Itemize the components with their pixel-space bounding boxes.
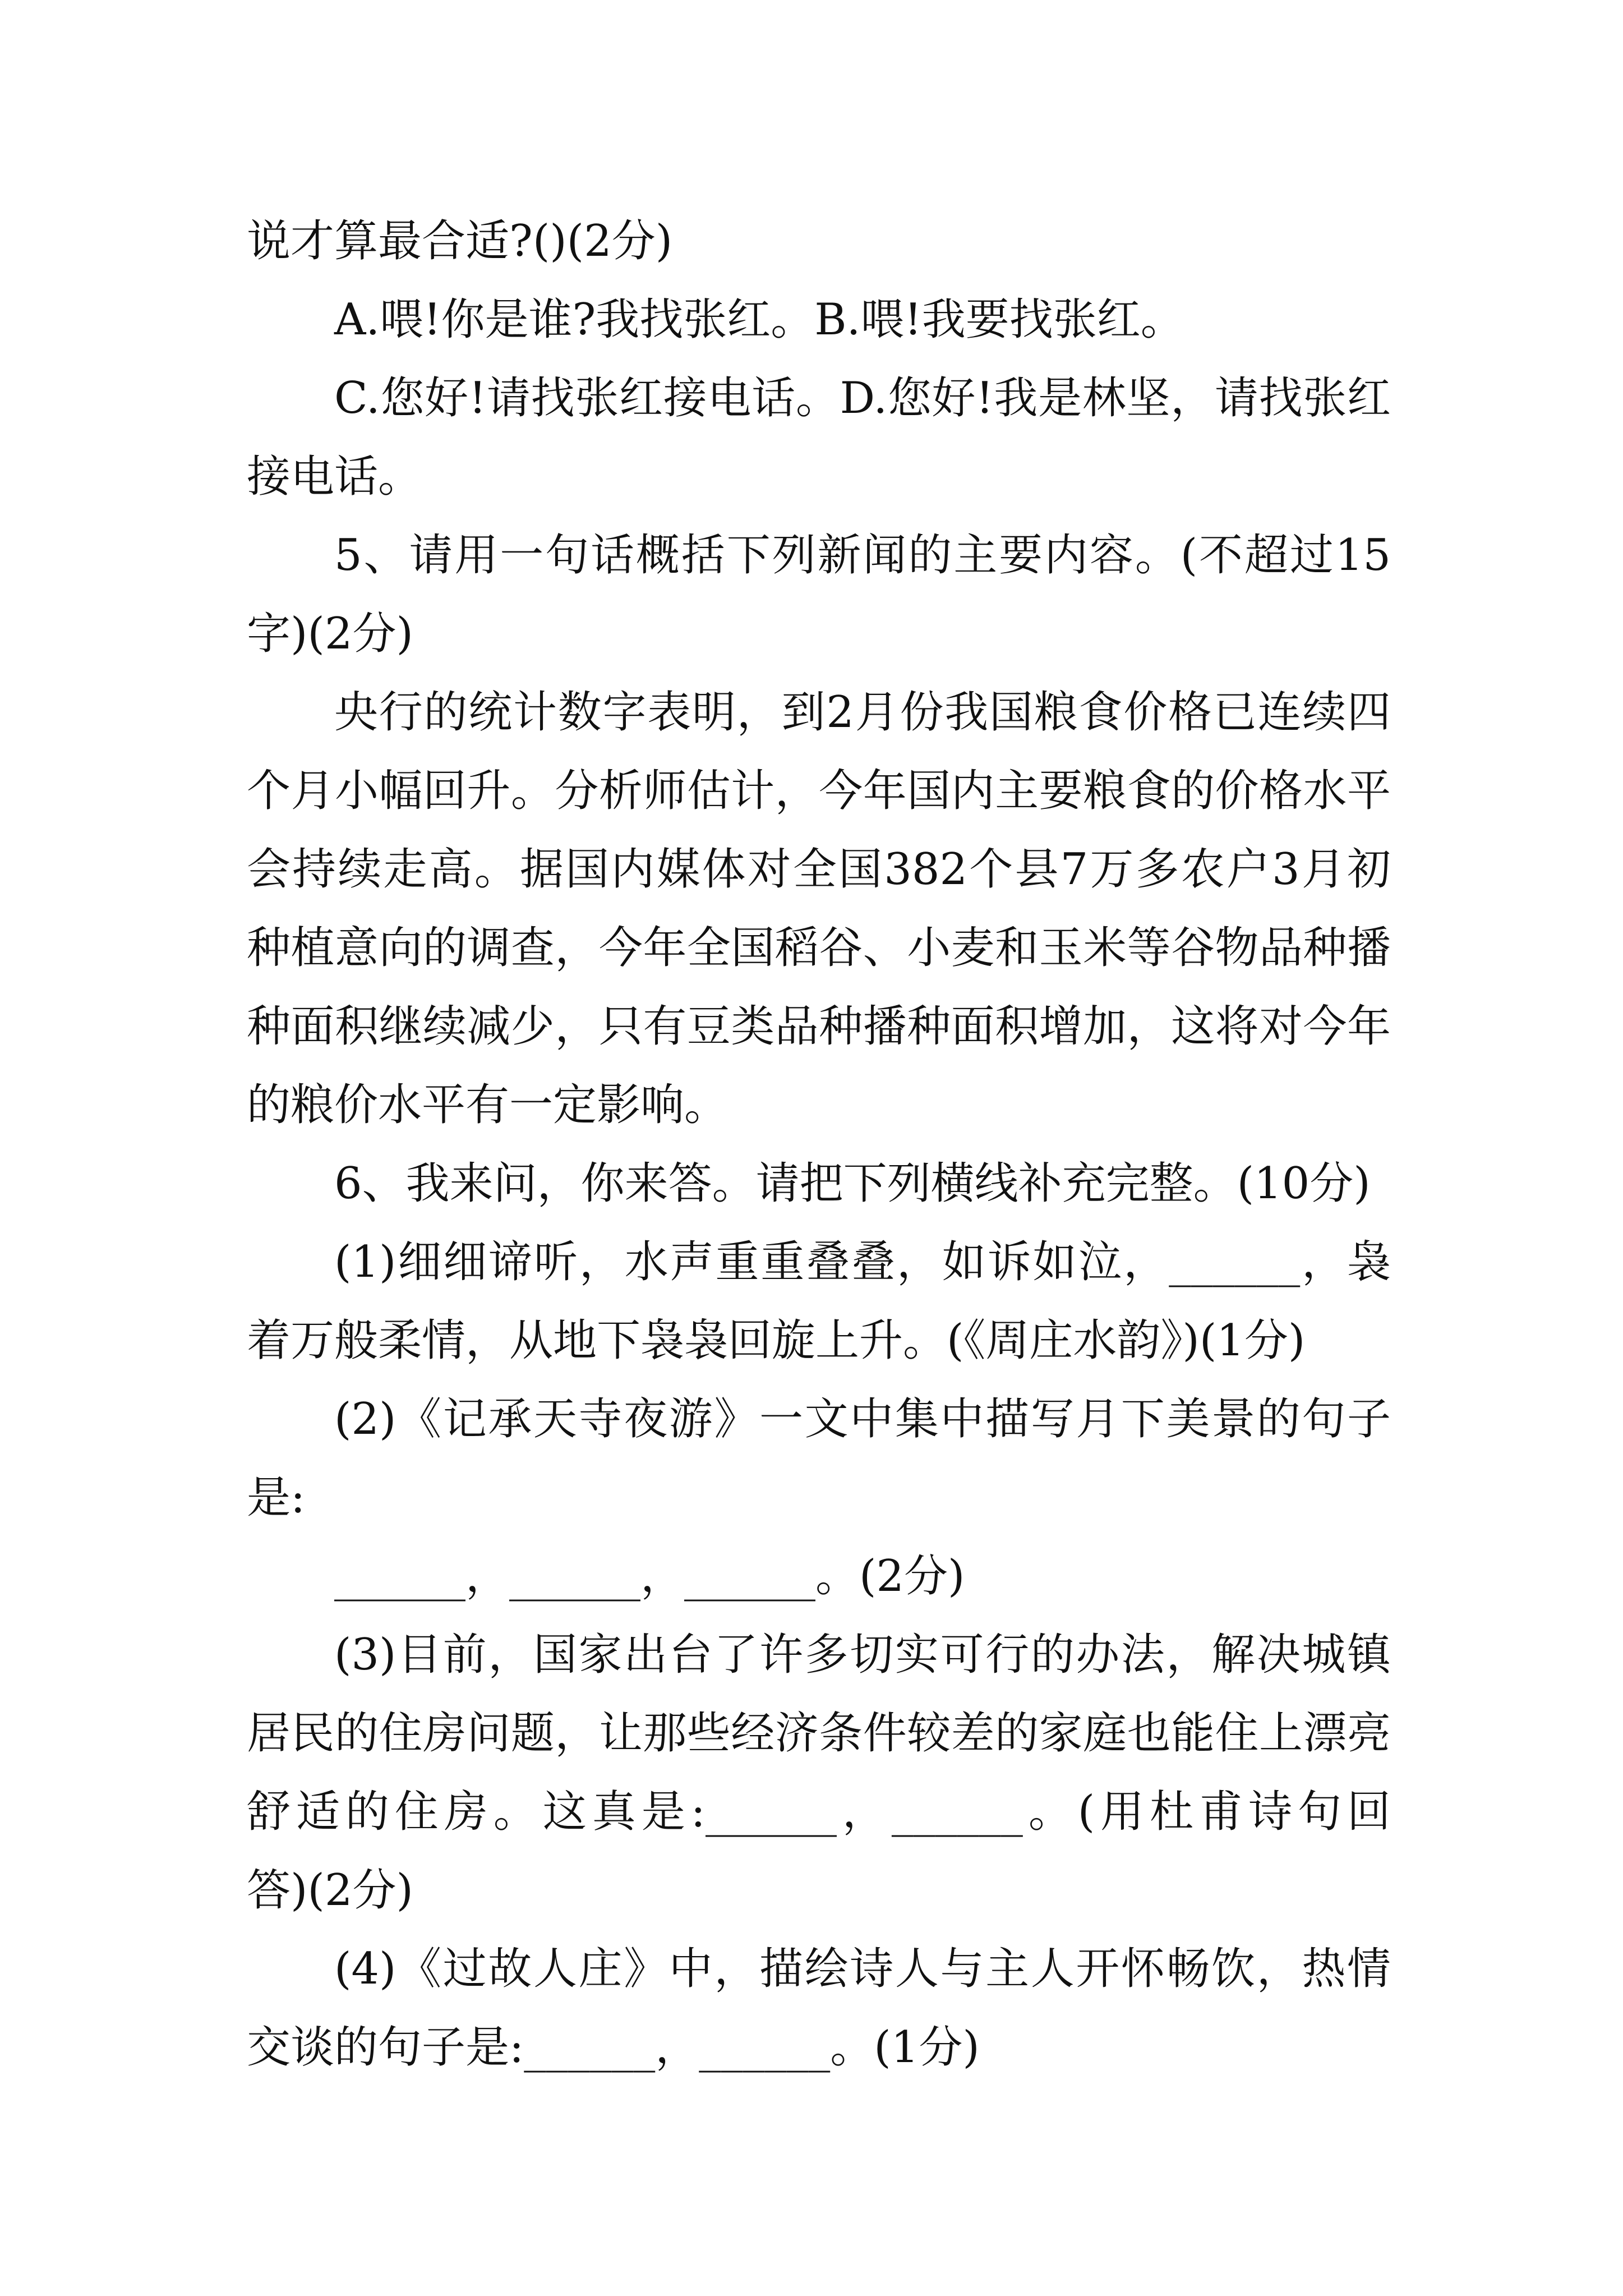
subquestion-line: 交谈的句子是:______，______。(1分)	[247, 2022, 980, 2073]
subquestion-line: 居民的住房问题，让那些经济条件较差的家庭也能住上漂亮	[247, 1708, 1391, 1759]
news-paragraph-line: 种面积继续减少，只有豆类品种播种面积增加，这将对今年	[247, 1001, 1391, 1052]
text-line: 字)(2分)	[247, 609, 413, 659]
subquestion-line: (4)《过故人庄》中，描绘诗人与主人开怀畅饮，热情	[334, 1944, 1391, 1994]
subquestion-line: (1)细细谛听，水声重重叠叠，如诉如泣，______，袅	[334, 1237, 1391, 1287]
subquestion-line: 舒适的住房。这真是:______，______。(用杜甫诗句回	[247, 1787, 1391, 1837]
text-line: 说才算最合适?()(2分)	[247, 216, 673, 266]
news-paragraph-line: 央行的统计数字表明，到2月份我国粮食价格已连续四	[334, 687, 1391, 738]
subquestion-line: 是:	[247, 1473, 306, 1523]
news-paragraph-line: 个月小幅回升。分析师估计，今年国内主要粮食的价格水平	[247, 766, 1391, 816]
option-line: C.您好!请找张红接电话。D.您好!我是林坚，请找张红	[334, 373, 1391, 424]
question-6-heading: 6、我来问，你来答。请把下列横线补充完整。(10分)	[334, 1158, 1371, 1209]
blank-answer-line: ______，______，______。(2分)	[334, 1551, 965, 1602]
text-line: 接电话。	[247, 452, 422, 502]
news-paragraph-line: 种植意向的调查，今年全国稻谷、小麦和玉米等谷物品种播	[247, 923, 1391, 973]
subquestion-line: 着万般柔情，从地下袅袅回旋上升。(《周庄水韵》)(1分)	[247, 1315, 1306, 1366]
news-paragraph-line: 的粮价水平有一定影响。	[247, 1080, 728, 1130]
subquestion-line: (3)目前，国家出台了许多切实可行的办法，解决城镇	[334, 1630, 1391, 1680]
question-5-heading: 5、请用一句话概括下列新闻的主要内容。(不超过15	[334, 530, 1391, 581]
news-paragraph-line: 会持续走高。据国内媒体对全国382个县7万多农户3月初	[247, 844, 1391, 895]
subquestion-line: (2)《记承天寺夜游》一文中集中描写月下美景的句子	[334, 1394, 1391, 1444]
option-line: A.喂!你是谁?我找张红。B.喂!我要找张红。	[334, 295, 1184, 345]
subquestion-line: 答)(2分)	[247, 1865, 413, 1916]
